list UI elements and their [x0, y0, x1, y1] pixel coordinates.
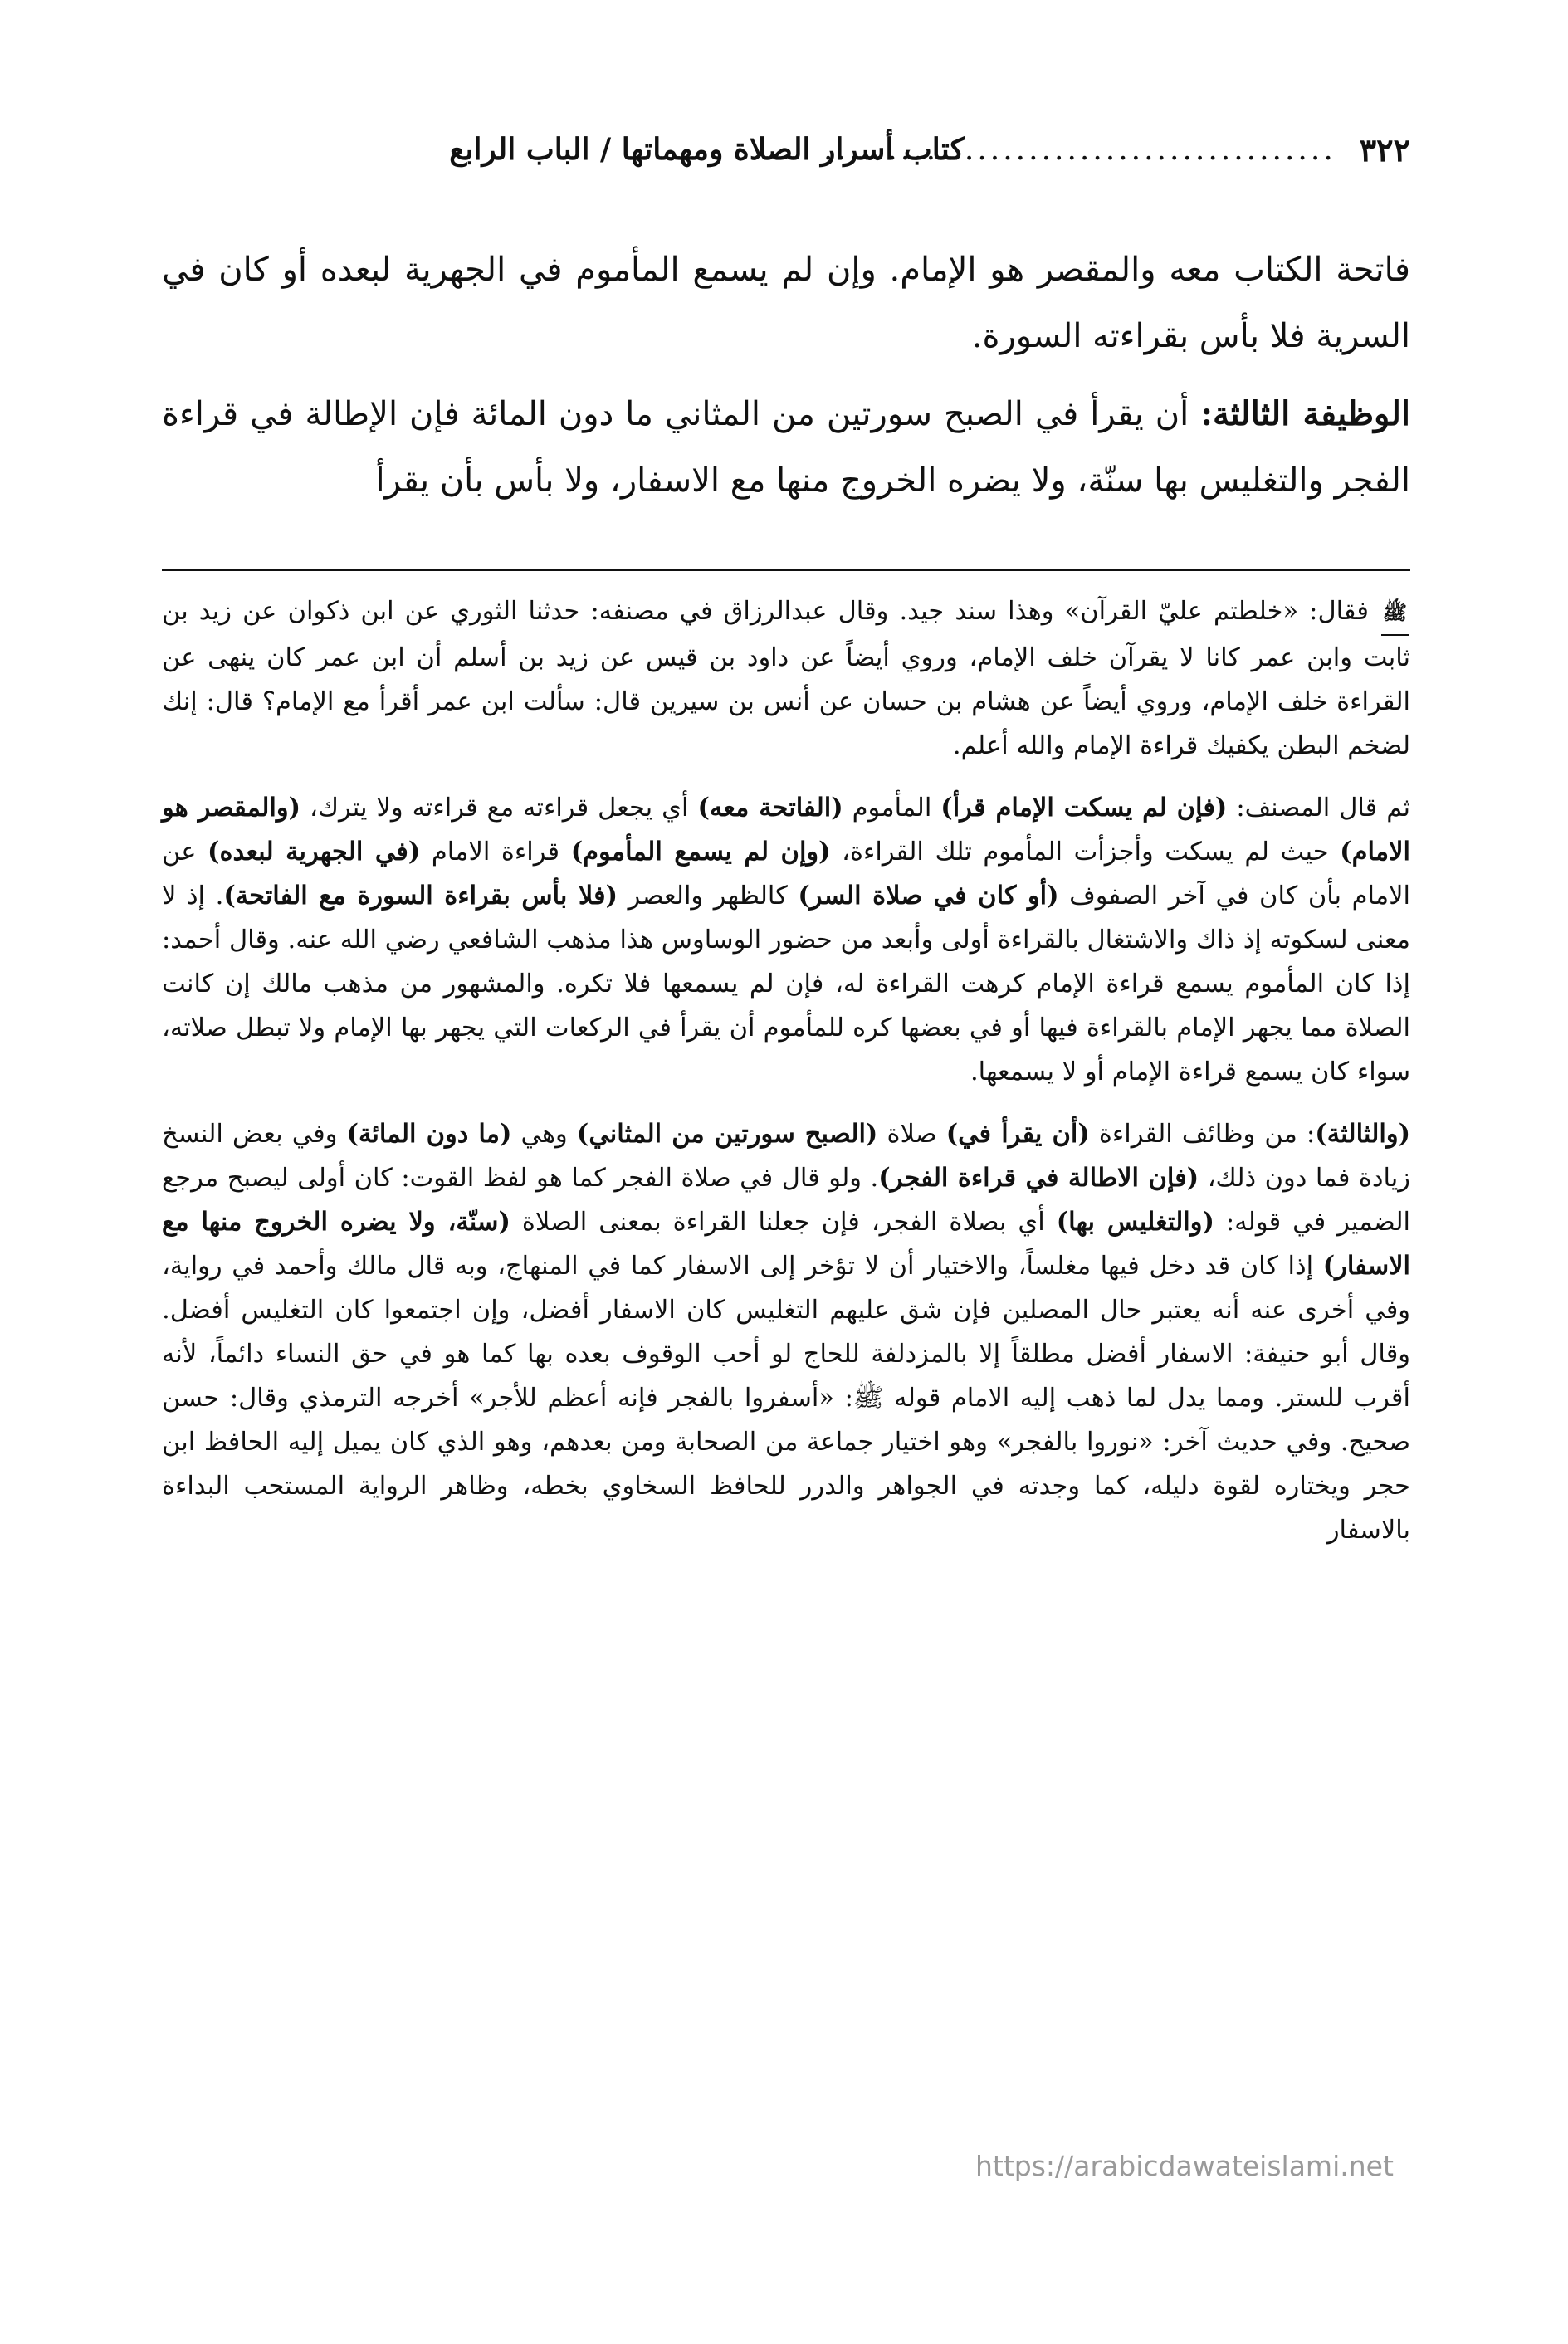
bold-quoted-phrase: (أن يقرأ في)	[945, 1119, 1090, 1149]
bold-quoted-phrase: (الفاتحة معه)	[697, 793, 843, 823]
page-number: ٣٢٢	[1359, 130, 1410, 168]
text-segment: أي بصلاة الفجر، فإن جعلنا القراءة بمعنى الصلاة	[510, 1208, 1057, 1237]
text-segment: صلاة	[877, 1120, 946, 1149]
text-segment: : من وظائف القراءة	[1089, 1120, 1316, 1149]
bold-quoted-phrase: (والتغليس بها)	[1056, 1207, 1214, 1237]
bold-quoted-phrase: (والمقصر هو الامام)	[162, 793, 1410, 867]
bold-quoted-phrase: (وإن لم يسمع المأموم)	[570, 837, 831, 867]
text-segment: ثم قال المصنف:	[1227, 794, 1411, 823]
text-segment: المأموم	[843, 794, 941, 823]
running-title: كتاب أسرار الصلاة ومهماتها / الباب الرابع	[449, 132, 965, 167]
commentary-paragraph-3	[162, 1112, 1410, 1552]
footnote-divider	[162, 569, 1410, 571]
text-segment: حيث لم يسكت وأجزأت المأموم تلك القراءة،	[830, 837, 1341, 867]
bold-quoted-phrase: (والثالثة)	[1315, 1119, 1410, 1149]
main-paragraph-1: فاتحة الكتاب معه والمقصر هو الإمام. وإن لم يسمع المأموم في الجهرية لبعده أو كان في السرية فلا بأس بقراءته السورة.	[162, 251, 1410, 355]
text-segment: . إذ لا معنى لسكوته إذ ذاك والاشتغال بالقراءة أولى وأبعد من حضور الوساوس هذا مذهب الشافعي رضي الله عنه. وقال أحمد: إذا كان المأموم يسمع قراءة الإمام كرهت القراءة له، فإن لم يسمعها فلا تكره. والمشهور من مذهب مالك إن كانت الصلاة مما يجهر الإمام بالقراءة فيها أو في بعضها كره للمأموم أن يقرأ في الركعات التي يجهر بها الإمام ولا تبطل صلاته، سواء كان يسمع قراءة الإمام أو لا يسمعها.	[162, 881, 1410, 1087]
bold-quoted-phrase: (في الجهرية لبعده)	[208, 837, 421, 867]
text-segment: قراءة الامام	[420, 837, 571, 867]
text-segment: وهي	[511, 1120, 577, 1149]
text-segment: إذا كان قد دخل فيها مغلساً، والاختيار أن لا تؤخر إلى الاسفار كما في المنهاج، وبه قال مالك وأحمد في رواية، وفي أخرى عنه أنه يعتبر حال المصلين فإن شق عليهم التغليس كان الاسفار أفضل، وإن اجتمعوا كان التغليس أفضل. وقال أبو حنيفة: الاسفار أفضل مطلقاً إلا بالمزدلفة للحاج لو أحب الوقوف بعده بها كما هو في حق النساء دائماً، لأنه أقرب للستر. ومما يدل لما ذهب إليه الامام قوله ﷺ: «أسفروا بالفجر فإنه أعظم للأجر» أخرجه الترمذي وقال: حسن صحيح. وفي حديث آخر: «نوروا بالفجر» وهو اختيار جماعة من الصحابة ومن بعدهم، وهو الذي كان يميل إليه الحافظ ابن حجر ويختاره لقوة دليله، كما وجدته في الجواهر والدرر للحافظ السخاوي بخطه، وظاهر الرواية المستحب البداءة بالاسفار	[162, 1252, 1410, 1545]
commentary-paragraph-1-text: فقال: «خلطتم عليّ القرآن» وهذا سند جيد. وقال عبدالرزاق في مصنفه: حدثنا الثوري عن ابن ذكوان عن زيد بن ثابت وابن عمر كانا لا يقرآن خلف الإمام، وروي أيضاً عن داود بن قيس عن زيد بن أسلم أن ابن عمر كان ينهى عن القراءة خلف الإمام، وروي أيضاً عن هشام بن حسان عن أنس بن سيرين قال: سألت ابن عمر أقرأ مع الإمام؟ قال: إنك لضخم البطن يكفيك قراءة الإمام والله أعلم.	[162, 597, 1410, 760]
text-segment: وفي بعض النسخ زيادة فما دون ذلك،	[162, 1120, 1410, 1193]
bold-quoted-phrase: (أو كان في صلاة السر)	[798, 881, 1059, 911]
bold-quoted-phrase: (فلا بأس بقراءة السورة مع الفاتحة)	[223, 881, 618, 911]
main-paragraph-2-body: أن يقرأ في الصبح سورتين من المثاني ما دون المائة فإن الإطالة في قراءة الفجر والتغليس بها سنّة، ولا يضره الخروج منها مع الاسفار، ولا بأس بأن يقرأ	[162, 395, 1410, 500]
website-watermark: https://arabicdawateislami.net	[975, 2150, 1394, 2182]
text-segment: عن الامام بأن كان في آخر الصفوف	[162, 837, 1410, 911]
bold-quoted-phrase: (فإن لم يسكت الإمام قرأ)	[940, 793, 1228, 823]
main-paragraph-2	[162, 381, 1410, 514]
bold-quoted-phrase: (ما دون المائة)	[346, 1119, 512, 1149]
text-segment: . ولو قال في صلاة الفجر كما هو لفظ القوت: كان أولى ليصبح مرجع الضمير في قوله:	[162, 1164, 1411, 1237]
bold-quoted-phrase: (سنّة، ولا يضره الخروج منها مع الاسفار)	[162, 1207, 1410, 1281]
text-segment: أي يجعل قراءته مع قراءته ولا يترك،	[300, 794, 698, 823]
commentary-text	[162, 589, 1410, 1570]
main-text	[162, 237, 1410, 525]
commentary-paragraph-1	[162, 589, 1410, 768]
bold-quoted-phrase: (فإن الاطالة في قراءة الفجر)	[878, 1163, 1199, 1193]
section-heading: الوظيفة الثالثة:	[1200, 394, 1410, 433]
commentary-paragraph-2	[162, 786, 1410, 1094]
header-dot-leader: ........................................	[823, 132, 1336, 167]
page-header	[158, 125, 1410, 174]
bold-quoted-phrase: (الصبح سورتين من المثاني)	[576, 1119, 878, 1149]
salutation-symbol: ﷺ	[1381, 590, 1409, 636]
text-segment: كالظهر والعصر	[618, 881, 799, 911]
